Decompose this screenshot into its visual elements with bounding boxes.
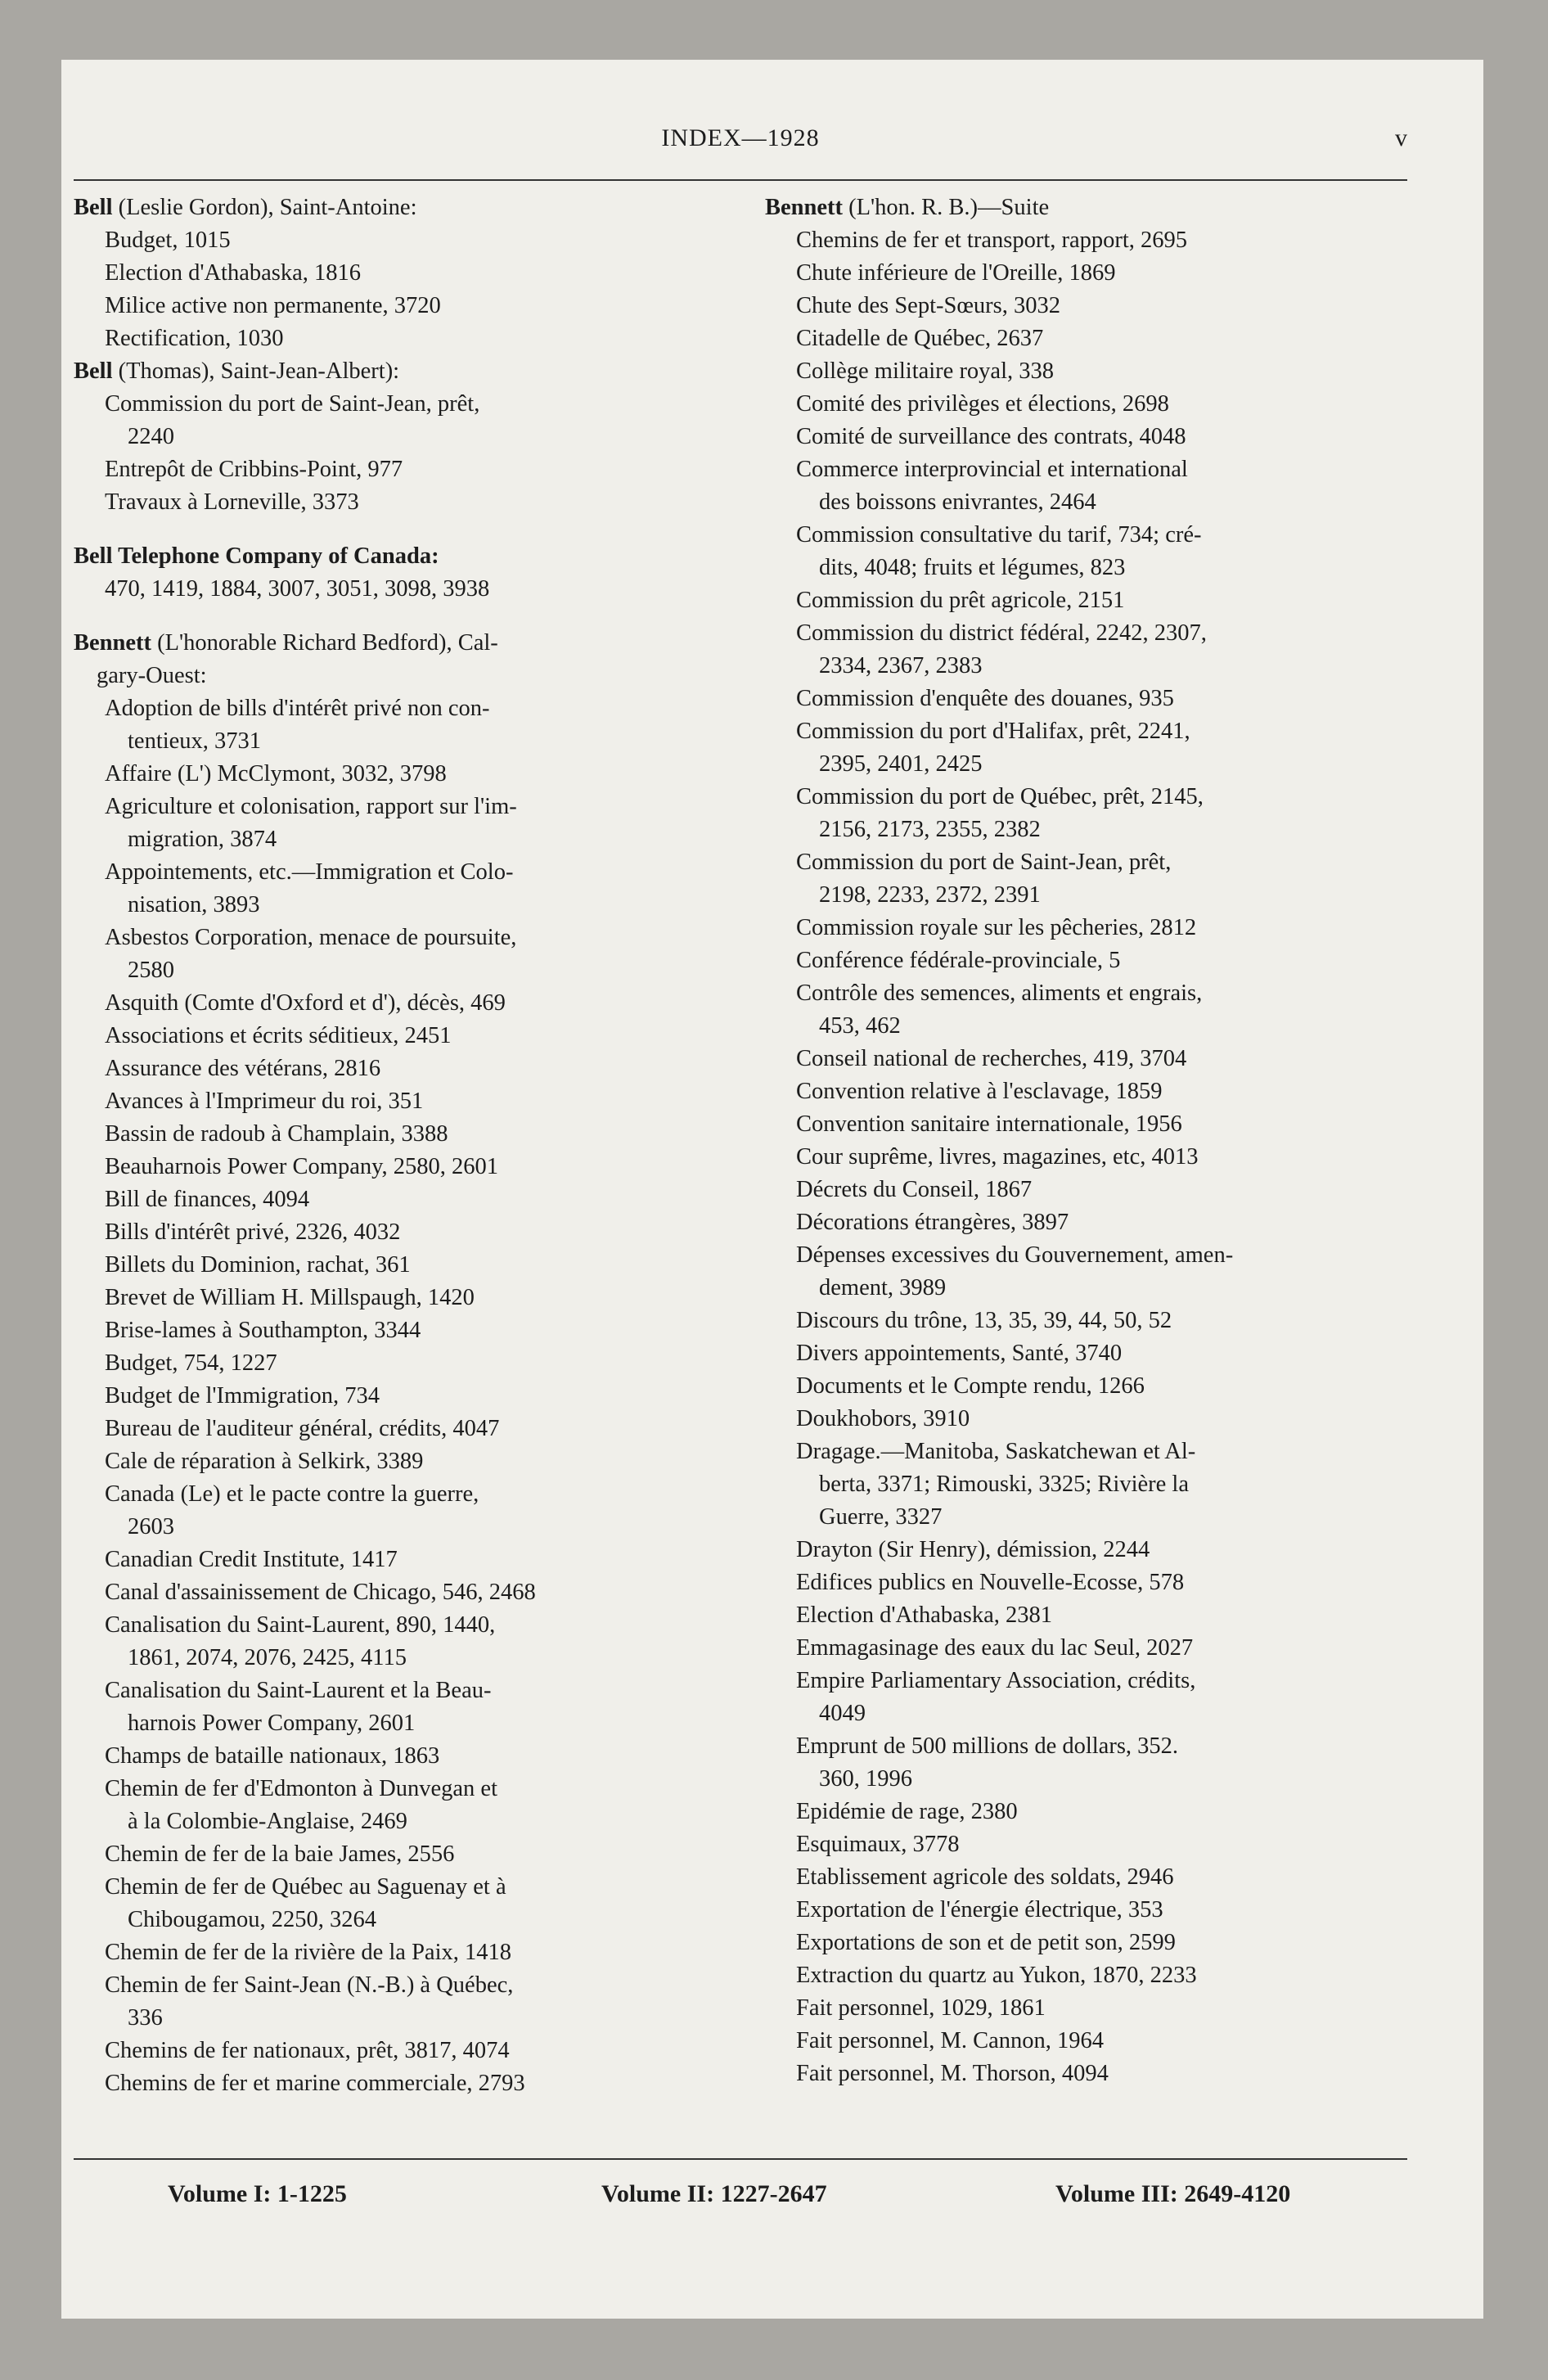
- subentry-text: Chemins de fer et marine commerciale, 2793: [105, 2071, 525, 2096]
- subentry-text: Budget, 1015: [105, 228, 231, 253]
- index-subentry: [796, 1075, 1395, 1108]
- subentry-text: Conférence fédérale-provinciale, 5: [796, 948, 1121, 973]
- subentry-text: Brise-lames à Southampton, 3344: [105, 1318, 421, 1343]
- subentry-text: Adoption de bills d'intérêt privé non con-: [105, 696, 490, 721]
- index-subentry: [105, 1380, 704, 1413]
- index-subentry: [105, 1020, 704, 1053]
- volume-footer: [74, 2180, 1407, 2216]
- index-column-left: [74, 192, 704, 2100]
- subentry-continuation: Chibougamou, 2250, 3264: [128, 1907, 376, 1932]
- subentry-text: Commission du port de Québec, prêt, 2145,: [796, 784, 1204, 809]
- index-subentry: [105, 922, 704, 987]
- subentry-text: Chemins de fer nationaux, prêt, 3817, 4074: [105, 2038, 510, 2063]
- index-heading: [765, 192, 1395, 224]
- subentry-text: Bill de finances, 4094: [105, 1187, 310, 1212]
- subentry-text: Drayton (Sir Henry), démission, 2244: [796, 1537, 1150, 1562]
- index-subentry: [105, 2035, 704, 2067]
- index-subentry: [105, 573, 704, 606]
- index-subentry: [105, 1282, 704, 1314]
- subentry-continuation: tentieux, 3731: [128, 728, 262, 754]
- subentry-text: Commission d'enquête des douanes, 935: [796, 686, 1174, 711]
- index-subentry: [105, 1347, 704, 1380]
- page-header: [74, 124, 1407, 157]
- subentry-text: Extraction du quartz au Yukon, 1870, 2233: [796, 1963, 1197, 1988]
- heading-name: Bell Telephone Company of Canada:: [74, 543, 439, 569]
- subentry-text: Rectification, 1030: [105, 326, 284, 351]
- subentry-continuation: nisation, 3893: [128, 892, 260, 917]
- heading-detail: (L'honorable Richard Bedford), Cal-: [157, 630, 498, 656]
- index-subentry: [105, 1053, 704, 1085]
- index-subentry: [105, 1216, 704, 1249]
- index-subentry: [796, 421, 1395, 453]
- entry-spacer: [74, 519, 704, 540]
- subentry-continuation: berta, 3371; Rimouski, 3325; Rivière la: [819, 1472, 1189, 1497]
- subentry-continuation: 2334, 2367, 2383: [819, 653, 983, 678]
- subentry-text: Dépenses excessives du Gouvernement, amen-: [796, 1242, 1234, 1268]
- subentry-continuation: 2580: [128, 958, 174, 983]
- subentry-text: Election d'Athabaska, 2381: [796, 1602, 1053, 1628]
- index-subentry: [796, 781, 1395, 846]
- subentry-text: Fait personnel, 1029, 1861: [796, 1995, 1046, 2021]
- subentry-text: Commission du port d'Halifax, prêt, 2241,: [796, 719, 1190, 744]
- subentry-text: Bureau de l'auditeur général, crédits, 4047: [105, 1416, 500, 1441]
- subentry-text: Associations et écrits séditieux, 2451: [105, 1023, 452, 1048]
- subentry-continuation: 2240: [128, 424, 174, 449]
- index-heading: [74, 627, 704, 692]
- heading-detail: (Thomas), Saint-Jean-Albert):: [118, 358, 400, 384]
- index-subentry: [796, 1436, 1395, 1534]
- index-subentry: [796, 1861, 1395, 1894]
- index-subentry: [796, 1796, 1395, 1828]
- subentry-text: Edifices publics en Nouvelle-Ecosse, 578: [796, 1570, 1185, 1595]
- index-subentry: [796, 355, 1395, 388]
- subentry-text: Etablissement agricole des soldats, 2946: [796, 1864, 1174, 1890]
- subentry-text: Canalisation du Saint-Laurent, 890, 1440,: [105, 1612, 496, 1638]
- subentry-text: Entrepôt de Cribbins-Point, 977: [105, 457, 403, 482]
- index-subentry: [796, 1305, 1395, 1337]
- subentry-continuation: 2198, 2233, 2372, 2391: [819, 882, 1041, 908]
- index-subentry: [105, 1118, 704, 1151]
- index-subentry: [105, 1838, 704, 1871]
- index-subentry: [105, 1544, 704, 1576]
- index-subentry: [796, 1370, 1395, 1403]
- subentry-text: Avances à l'Imprimeur du roi, 351: [105, 1089, 424, 1114]
- subentry-continuation: harnois Power Company, 2601: [128, 1711, 416, 1736]
- subentry-text: Commission du prêt agricole, 2151: [796, 588, 1125, 613]
- subentry-continuation: 1861, 2074, 2076, 2425, 4115: [128, 1645, 407, 1670]
- heading-detail: (L'hon. R. B.)—Suite: [848, 195, 1050, 220]
- subentry-text: Commission du district fédéral, 2242, 2307,: [796, 620, 1207, 646]
- subentry-text: Empire Parliamentary Association, crédits,: [796, 1668, 1196, 1693]
- subentry-continuation: 2156, 2173, 2355, 2382: [819, 817, 1041, 842]
- index-subentry: [105, 758, 704, 791]
- heading-continuation: gary-Ouest:: [97, 663, 207, 688]
- subentry-text: Commission consultative du tarif, 734; cré-: [796, 522, 1202, 548]
- subentry-text: Comité de surveillance des contrats, 4048: [796, 424, 1186, 449]
- subentry-continuation: 4049: [819, 1701, 866, 1726]
- subentry-text: Documents et le Compte rendu, 1266: [796, 1373, 1145, 1399]
- index-column-right: [765, 192, 1395, 2090]
- subentry-text: Doukhobors, 3910: [796, 1406, 970, 1431]
- index-subentry: [105, 453, 704, 486]
- index-subentry: [796, 944, 1395, 977]
- subentry-text: Canada (Le) et le pacte contre la guerre,: [105, 1481, 479, 1507]
- heading-name: Bennett: [765, 195, 843, 220]
- subentry-text: Exportation de l'énergie électrique, 353: [796, 1897, 1163, 1922]
- index-subentry: [105, 856, 704, 922]
- volume-2-range: Volume II: 1227-2647: [601, 2180, 827, 2207]
- subentry-continuation: 336: [128, 2005, 163, 2031]
- subentry-text: Canalisation du Saint-Laurent et la Beau-: [105, 1678, 492, 1703]
- subentry-text: Assurance des vétérans, 2816: [105, 1056, 381, 1081]
- entry-spacer: [74, 606, 704, 627]
- subentry-text: Fait personnel, M. Cannon, 1964: [796, 2028, 1105, 2053]
- index-subentry: [105, 224, 704, 257]
- index-subentry: [105, 2067, 704, 2100]
- index-subentry: [796, 1959, 1395, 1992]
- index-subentry: [105, 1609, 704, 1675]
- subentry-text: Budget, 754, 1227: [105, 1350, 277, 1376]
- subentry-text: Champs de bataille nationaux, 1863: [105, 1743, 440, 1769]
- volume-1-range: Volume I: 1-1225: [168, 2180, 347, 2207]
- subentry-text: Convention relative à l'esclavage, 1859: [796, 1079, 1163, 1104]
- subentry-text: Affaire (L') McClymont, 3032, 3798: [105, 761, 447, 787]
- index-subentry: [105, 1478, 704, 1544]
- heading-name: Bell: [74, 195, 113, 220]
- index-subentry: [796, 715, 1395, 781]
- page-number: v: [1395, 124, 1407, 151]
- subentry-continuation: des boissons enivrantes, 2464: [819, 489, 1096, 515]
- subentry-continuation: Guerre, 3327: [819, 1504, 943, 1530]
- index-subentry: [796, 290, 1395, 322]
- subentry-text: Beauharnois Power Company, 2580, 2601: [105, 1154, 499, 1179]
- heading-name: Bell: [74, 358, 113, 384]
- subentry-text: 470, 1419, 1884, 3007, 3051, 3098, 3938: [105, 576, 490, 602]
- subentry-continuation: à la Colombie-Anglaise, 2469: [128, 1809, 407, 1834]
- index-subentry: [105, 1871, 704, 1936]
- subentry-continuation: 2395, 2401, 2425: [819, 751, 983, 777]
- subentry-text: Décrets du Conseil, 1867: [796, 1177, 1033, 1202]
- index-subentry: [796, 846, 1395, 912]
- subentry-text: Cour suprême, livres, magazines, etc, 4013: [796, 1144, 1199, 1170]
- index-subentry: [105, 1675, 704, 1740]
- subentry-text: Asbestos Corporation, menace de poursuite,: [105, 925, 517, 950]
- subentry-text: Cale de réparation à Selkirk, 3389: [105, 1449, 424, 1474]
- subentry-text: Dragage.—Manitoba, Saskatchewan et Al-: [796, 1439, 1196, 1464]
- subentry-text: Bassin de radoub à Champlain, 3388: [105, 1121, 448, 1147]
- subentry-text: Appointements, etc.—Immigration et Colo-: [105, 859, 514, 885]
- subentry-text: Epidémie de rage, 2380: [796, 1799, 1018, 1824]
- index-subentry: [796, 1534, 1395, 1566]
- index-subentry: [105, 1576, 704, 1609]
- subentry-text: Conseil national de recherches, 419, 3704: [796, 1046, 1187, 1071]
- index-subentry: [796, 617, 1395, 683]
- index-subentry: [105, 791, 704, 856]
- index-subentry: [105, 692, 704, 758]
- index-subentry: [796, 453, 1395, 519]
- subentry-text: Travaux à Lorneville, 3373: [105, 489, 359, 515]
- subentry-text: Commission du port de Saint-Jean, prêt,: [105, 391, 480, 417]
- index-subentry: [105, 1740, 704, 1773]
- subentry-text: Convention sanitaire internationale, 1956: [796, 1111, 1182, 1137]
- index-subentry: [105, 1445, 704, 1478]
- subentry-text: Canal d'assainissement de Chicago, 546, 2468: [105, 1580, 536, 1605]
- subentry-text: Chemin de fer Saint-Jean (N.-B.) à Québec,: [105, 1972, 514, 1998]
- index-heading: [74, 540, 704, 573]
- index-subentry: [105, 1773, 704, 1838]
- index-subentry: [796, 1665, 1395, 1730]
- subentry-continuation: 453, 462: [819, 1013, 901, 1039]
- subentry-text: Emprunt de 500 millions de dollars, 352.: [796, 1733, 1179, 1759]
- index-subentry: [796, 1828, 1395, 1861]
- index-subentry: [105, 1969, 704, 2035]
- index-subentry: [796, 388, 1395, 421]
- index-subentry: [796, 2058, 1395, 2090]
- subentry-text: Esquimaux, 3778: [796, 1832, 960, 1857]
- page-title: INDEX—1928: [661, 124, 820, 151]
- subentry-text: Budget de l'Immigration, 734: [105, 1383, 380, 1409]
- index-subentry: [105, 257, 704, 290]
- index-subentry: [105, 1183, 704, 1216]
- subentry-text: Fait personnel, M. Thorson, 4094: [796, 2061, 1109, 2086]
- footer-rule: [74, 2158, 1407, 2160]
- index-subentry: [105, 987, 704, 1020]
- index-subentry: [105, 290, 704, 322]
- subentry-text: Chute inférieure de l'Oreille, 1869: [796, 260, 1116, 286]
- index-heading: [74, 192, 704, 224]
- index-subentry: [796, 912, 1395, 944]
- subentry-text: Chemin de fer de la baie James, 2556: [105, 1841, 455, 1867]
- subentry-text: Divers appointements, Santé, 3740: [796, 1341, 1123, 1366]
- index-subentry: [796, 1599, 1395, 1632]
- index-subentry: [796, 257, 1395, 290]
- index-subentry: [796, 2025, 1395, 2058]
- index-subentry: [105, 1936, 704, 1969]
- subentry-continuation: 360, 1996: [819, 1766, 912, 1792]
- index-subentry: [796, 1239, 1395, 1305]
- index-subentry: [796, 584, 1395, 617]
- subentry-continuation: dement, 3989: [819, 1275, 947, 1300]
- index-subentry: [105, 1085, 704, 1118]
- index-subentry: [105, 1413, 704, 1445]
- subentry-text: Décorations étrangères, 3897: [796, 1210, 1069, 1235]
- subentry-text: Commission du port de Saint-Jean, prêt,: [796, 850, 1172, 875]
- subentry-text: Chemin de fer de Québec au Saguenay et à: [105, 1874, 506, 1900]
- index-subentry: [105, 486, 704, 519]
- subentry-text: Chemin de fer d'Edmonton à Dunvegan et: [105, 1776, 498, 1801]
- index-subentry: [796, 683, 1395, 715]
- index-subentry: [105, 322, 704, 355]
- index-subentry: [105, 1249, 704, 1282]
- heading-name: Bennett: [74, 630, 151, 656]
- index-subentry: [796, 1992, 1395, 2025]
- subentry-text: Chemins de fer et transport, rapport, 2695: [796, 228, 1188, 253]
- subentry-text: Comité des privilèges et élections, 2698: [796, 391, 1169, 417]
- subentry-text: Bills d'intérêt privé, 2326, 4032: [105, 1219, 401, 1245]
- volume-3-range: Volume III: 2649-4120: [1055, 2180, 1291, 2207]
- subentry-text: Commission royale sur les pêcheries, 2812: [796, 915, 1197, 940]
- index-subentry: [796, 1141, 1395, 1174]
- subentry-text: Chemin de fer de la rivière de la Paix, 1418: [105, 1940, 511, 1965]
- index-subentry: [796, 1206, 1395, 1239]
- subentry-text: Contrôle des semences, aliments et engrais,: [796, 980, 1203, 1006]
- subentry-text: Chute des Sept-Sœurs, 3032: [796, 293, 1060, 318]
- subentry-text: Emmagasinage des eaux du lac Seul, 2027: [796, 1635, 1194, 1661]
- subentry-text: Milice active non permanente, 3720: [105, 293, 441, 318]
- index-subentry: [796, 1108, 1395, 1141]
- index-subentry: [796, 1927, 1395, 1959]
- subentry-text: Commerce interprovincial et international: [796, 457, 1188, 482]
- index-subentry: [105, 1151, 704, 1183]
- index-subentry: [796, 1043, 1395, 1075]
- subentry-text: Asquith (Comte d'Oxford et d'), décès, 469: [105, 990, 506, 1016]
- index-subentry: [796, 977, 1395, 1043]
- index-subentry: [796, 1403, 1395, 1436]
- index-heading: [74, 355, 704, 388]
- index-subentry: [105, 1314, 704, 1347]
- subentry-continuation: 2603: [128, 1514, 174, 1539]
- subentry-text: Discours du trône, 13, 35, 39, 44, 50, 52: [796, 1308, 1172, 1333]
- index-subentry: [796, 1174, 1395, 1206]
- subentry-text: Election d'Athabaska, 1816: [105, 260, 362, 286]
- subentry-text: Collège militaire royal, 338: [796, 358, 1055, 384]
- index-subentry: [796, 1566, 1395, 1599]
- heading-detail: (Leslie Gordon), Saint-Antoine:: [118, 195, 417, 220]
- index-subentry: [796, 519, 1395, 584]
- subentry-text: Billets du Dominion, rachat, 361: [105, 1252, 411, 1278]
- subentry-continuation: dits, 4048; fruits et légumes, 823: [819, 555, 1126, 580]
- index-subentry: [796, 224, 1395, 257]
- index-subentry: [105, 388, 704, 453]
- subentry-text: Exportations de son et de petit son, 2599: [796, 1930, 1176, 1955]
- header-rule: [74, 179, 1407, 181]
- subentry-continuation: migration, 3874: [128, 827, 277, 852]
- index-subentry: [796, 322, 1395, 355]
- subentry-text: Agriculture et colonisation, rapport sur l'im-: [105, 794, 517, 819]
- subentry-text: Citadelle de Québec, 2637: [796, 326, 1044, 351]
- subentry-text: Brevet de William H. Millspaugh, 1420: [105, 1285, 475, 1310]
- index-subentry: [796, 1730, 1395, 1796]
- index-subentry: [796, 1894, 1395, 1927]
- index-subentry: [796, 1632, 1395, 1665]
- subentry-text: Canadian Credit Institute, 1417: [105, 1547, 398, 1572]
- index-subentry: [796, 1337, 1395, 1370]
